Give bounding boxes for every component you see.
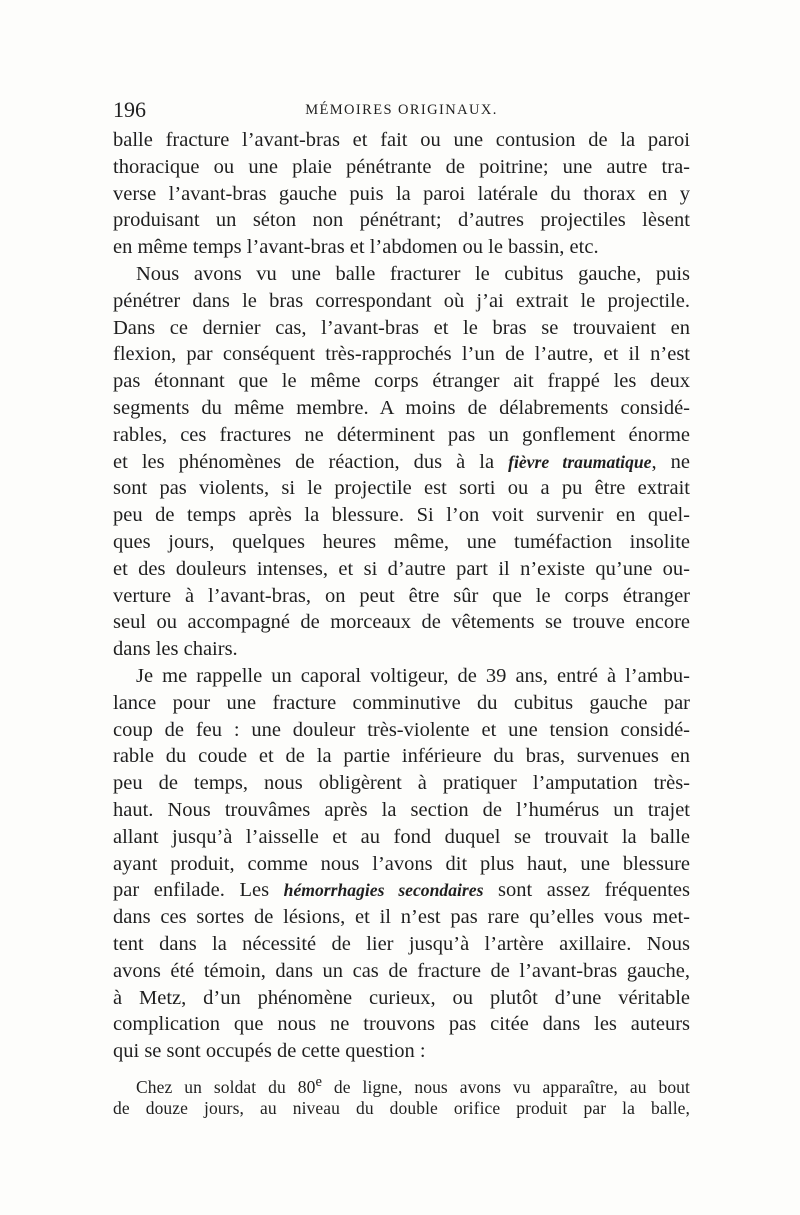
text-line bbox=[113, 261, 690, 288]
text-segment: rables, ces fractures ne déterminent pas un gonflement énorme bbox=[113, 423, 690, 446]
text-segment: dans les chairs. bbox=[113, 638, 238, 661]
text-line bbox=[113, 422, 690, 449]
text-line bbox=[113, 958, 690, 985]
text-line bbox=[113, 368, 690, 395]
text-line bbox=[113, 449, 690, 476]
text-line bbox=[113, 636, 690, 663]
text-segment: Dans ce dernier cas, l’avant-bras et le bras se trouvaient en bbox=[113, 316, 690, 339]
text-segment: ques jours, quelques heures même, une tuméfaction insolite bbox=[113, 530, 690, 553]
text-line bbox=[113, 234, 690, 261]
text-segment: avons été témoin, dans un cas de fracture de l’avant-bras gauche, bbox=[113, 959, 690, 982]
text-segment: coup de feu : une douleur très-violente et une tension considé- bbox=[113, 718, 690, 741]
text-line bbox=[113, 475, 690, 502]
text-line bbox=[113, 904, 690, 931]
text-segment: de ligne, nous avons vu apparaître, au bout bbox=[322, 1076, 690, 1097]
text-segment: dans ces sortes de lésions, et il n’est pas rare qu’elles vous met- bbox=[113, 906, 690, 929]
text-segment: segments du même membre. A moins de délabrements considé- bbox=[113, 396, 690, 419]
text-segment: flexion, par conséquent très-rapprochés l’un de l’autre, et il n’est bbox=[113, 343, 690, 366]
text-segment: sont pas violents, si le projectile est sorti ou a pu être extrait bbox=[113, 477, 690, 500]
text-line bbox=[113, 127, 690, 154]
text-segment: Chez un soldat du 80 bbox=[136, 1076, 316, 1097]
text-line bbox=[113, 395, 690, 422]
text-segment: haut. Nous trouvâmes après la section de l’humérus un trajet bbox=[113, 798, 690, 821]
text-segment: de douze jours, au niveau du double orifice produit par la balle, bbox=[113, 1098, 690, 1119]
text-line bbox=[113, 1069, 690, 1095]
text-segment: pénétrer dans le bras correspondant où j’ai extrait le projectile. bbox=[113, 289, 690, 312]
text-segment: sont assez fréquentes bbox=[483, 879, 690, 902]
text-segment: complication que nous ne trouvons pas citée dans les auteurs bbox=[113, 1013, 690, 1036]
text-segment: peu de temps, nous obligèrent à pratiquer l’amputation très- bbox=[113, 772, 690, 795]
text-line bbox=[113, 1011, 690, 1038]
text-line bbox=[113, 315, 690, 342]
text-line bbox=[113, 583, 690, 610]
page-header bbox=[113, 98, 690, 122]
text-segment: peu de temps après la blessure. Si l’on voit survenir en quel- bbox=[113, 504, 690, 527]
text-line bbox=[113, 609, 690, 636]
text-segment: allant jusqu’à l’aisselle et au fond duquel se trouvait la balle bbox=[113, 825, 690, 848]
text-segment: qui se sont occupés de cette question : bbox=[113, 1040, 426, 1063]
text-line bbox=[113, 556, 690, 583]
text-line bbox=[113, 770, 690, 797]
text-segment: lance pour une fracture comminutive du cubitus gauche par bbox=[113, 691, 690, 714]
text-line bbox=[113, 181, 690, 208]
text-line bbox=[113, 502, 690, 529]
text-segment: tent dans la nécessité de lier jusqu’à l’artère axillaire. Nous bbox=[113, 932, 690, 955]
text-segment: verture à l’avant-bras, on peut être sûr que le corps étranger bbox=[113, 584, 690, 607]
text-segment: produisant un séton non pénétrant; d’autres projectiles lèsent bbox=[113, 209, 690, 232]
text-line bbox=[113, 851, 690, 878]
text-segment: Nous avons vu une balle fracturer le cubitus gauche, puis bbox=[136, 262, 690, 285]
text-segment: verse l’avant-bras gauche puis la paroi latérale du thorax en y bbox=[113, 182, 690, 205]
text-segment: à Metz, d’un phénomène curieux, ou plutôt d’une véritable bbox=[113, 986, 690, 1009]
text-line bbox=[113, 529, 690, 556]
text-line bbox=[113, 824, 690, 851]
text-segment: pas étonnant que le même corps étranger ait frappé les deux bbox=[113, 370, 690, 393]
text-segment: balle fracture l’avant-bras et fait ou une contusion de la paroi bbox=[113, 129, 690, 151]
text-line bbox=[113, 1038, 690, 1065]
body-text bbox=[113, 127, 690, 1121]
text-line bbox=[113, 663, 690, 690]
text-line bbox=[113, 717, 690, 744]
running-title: MÉMOIRES ORIGINAUX. bbox=[305, 102, 498, 118]
text-line bbox=[113, 797, 690, 824]
text-line bbox=[113, 690, 690, 717]
text-segment: rable du coude et de la partie inférieure du bras, survenues en bbox=[113, 745, 690, 768]
text-segment: et des douleurs intenses, et si d’autre part il n’existe qu’une ou- bbox=[113, 557, 690, 580]
text-segment: par enfilade. Les bbox=[113, 879, 284, 902]
text-line bbox=[113, 985, 690, 1012]
text-line bbox=[113, 1095, 690, 1121]
page-number: 196 bbox=[113, 97, 146, 122]
text-line bbox=[113, 288, 690, 315]
text-line bbox=[113, 341, 690, 368]
italic-phrase: hémorrhagies secondaires bbox=[283, 880, 484, 901]
text-line bbox=[113, 207, 690, 234]
text-line bbox=[113, 877, 690, 904]
text-segment: en même temps l’avant-bras et l’abdomen ou le bassin, etc. bbox=[113, 236, 599, 259]
text-segment: et les phénomènes de réaction, dus à la bbox=[113, 450, 509, 473]
italic-phrase: fièvre traumatique bbox=[508, 451, 652, 472]
text-line bbox=[113, 743, 690, 770]
text-segment: thoracique ou une plaie pénétrante de poitrine; une autre tra- bbox=[113, 155, 690, 178]
text-segment: Je me rappelle un caporal voltigeur, de 39 ans, entré à l’ambu- bbox=[136, 664, 690, 687]
text-segment: seul ou accompagné de morceaux de vêtements se trouve encore bbox=[113, 611, 690, 634]
text-line bbox=[113, 931, 690, 958]
text-segment: , ne bbox=[651, 450, 690, 473]
superscript: e bbox=[315, 1073, 323, 1090]
text-line bbox=[113, 154, 690, 181]
text-segment: ayant produit, comme nous l’avons dit plus haut, une blessure bbox=[113, 852, 690, 875]
